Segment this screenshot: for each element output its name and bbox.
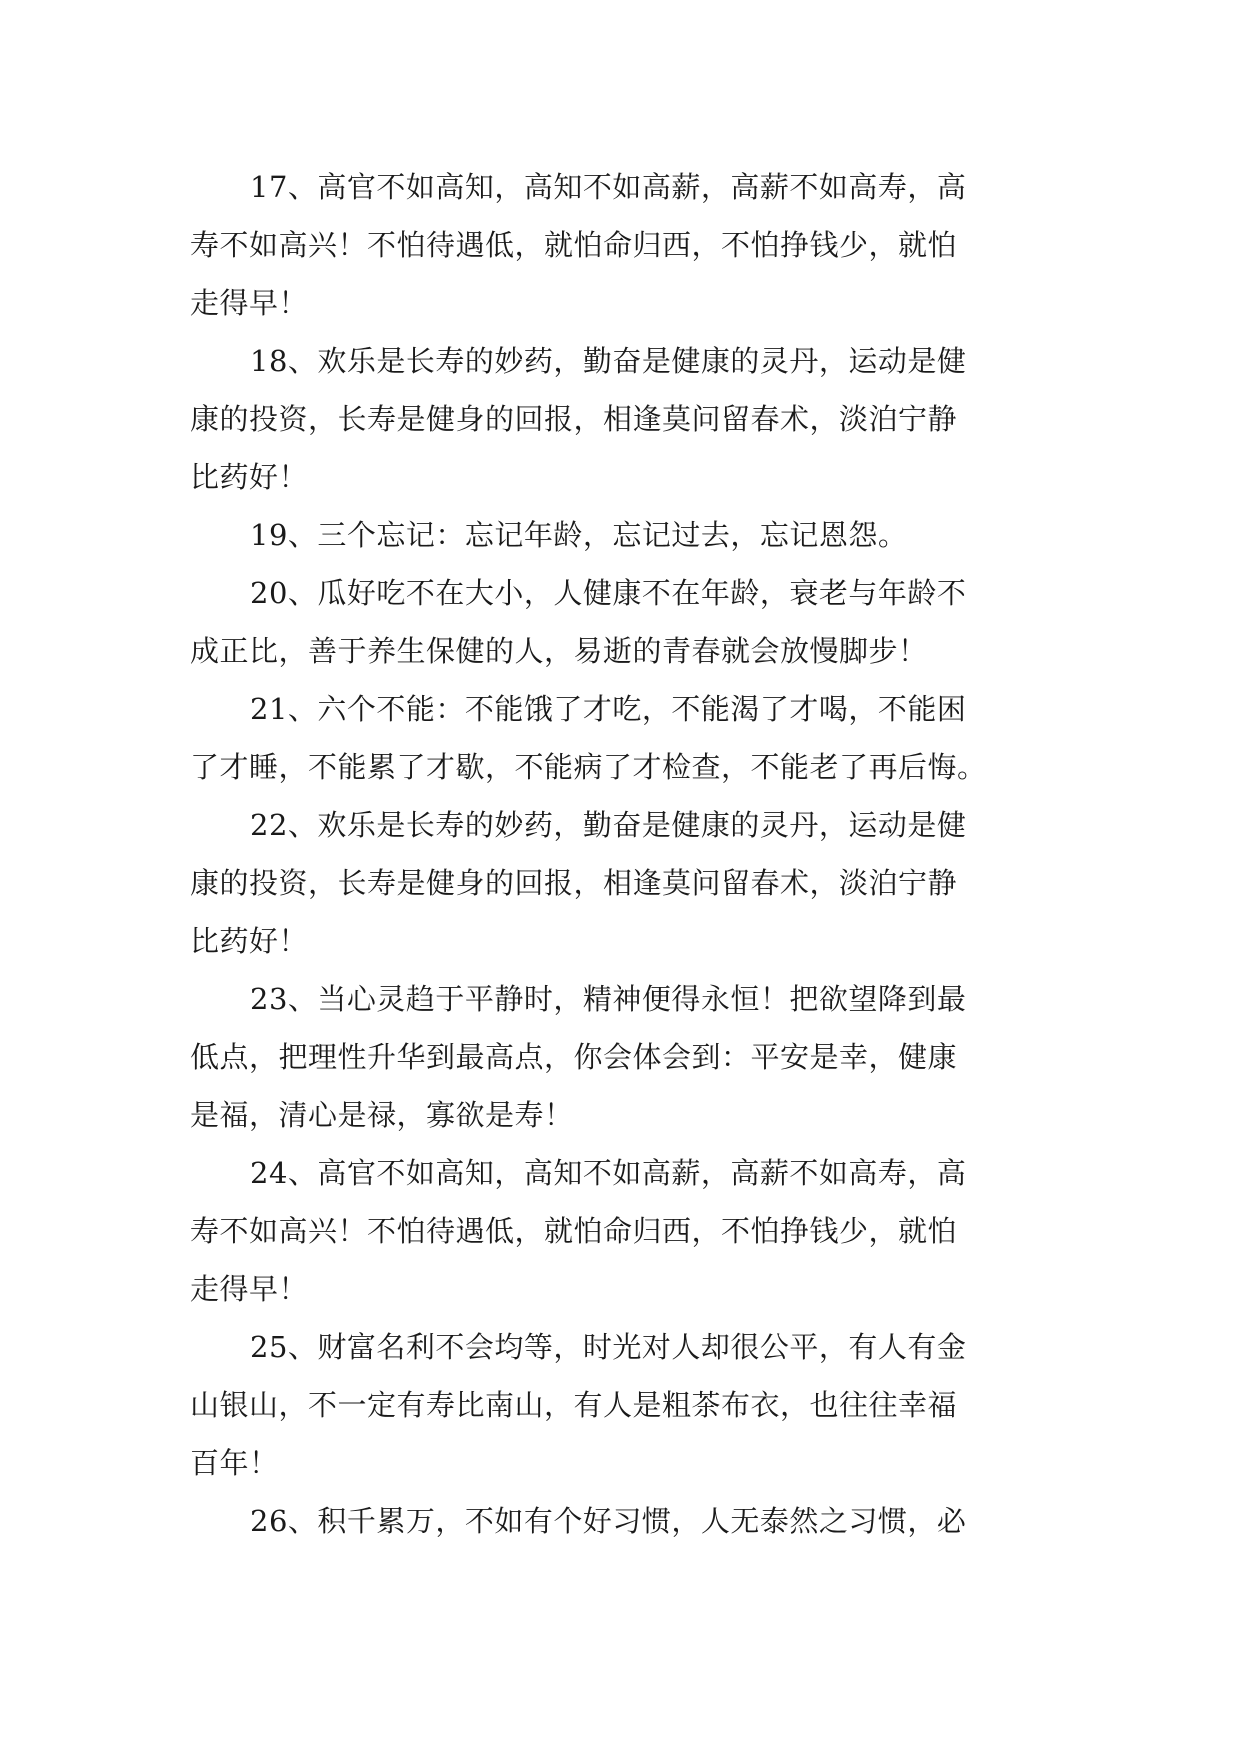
text-line: 19、三个忘记：忘记年龄，忘记过去，忘记恩怨。 bbox=[250, 518, 908, 552]
text-line: 26、积千累万，不如有个好习惯，人无泰然之习惯，必 bbox=[250, 1504, 967, 1538]
text-line: 17、高官不如高知，高知不如高薪，高薪不如高寿，高 bbox=[250, 170, 967, 204]
document-body bbox=[190, 158, 1052, 1550]
text-line: 低点，把理性升华到最高点，你会体会到：平安是幸，健康 bbox=[190, 1040, 958, 1074]
text-line: 21、六个不能：不能饿了才吃，不能渴了才喝，不能困 bbox=[250, 692, 967, 726]
text-line: 24、高官不如高知，高知不如高薪，高薪不如高寿，高 bbox=[250, 1156, 967, 1190]
paragraph-24 bbox=[190, 1144, 1052, 1318]
text-line: 22、欢乐是长寿的妙药，勤奋是健康的灵丹，运动是健 bbox=[250, 808, 967, 842]
paragraph-20 bbox=[190, 564, 1052, 680]
text-line: 寿不如高兴！不怕待遇低，就怕命归西，不怕挣钱少，就怕 bbox=[190, 228, 958, 262]
text-line: 百年！ bbox=[190, 1446, 279, 1480]
text-line: 23、当心灵趋于平静时，精神便得永恒！把欲望降到最 bbox=[250, 982, 967, 1016]
paragraph-25 bbox=[190, 1318, 1052, 1492]
text-line: 比药好！ bbox=[190, 924, 309, 958]
text-line: 是福，清心是禄，寡欲是寿！ bbox=[190, 1098, 574, 1132]
text-line: 20、瓜好吃不在大小，人健康不在年龄，衰老与年龄不 bbox=[250, 576, 967, 610]
text-line: 成正比，善于养生保健的人，易逝的青春就会放慢脚步！ bbox=[190, 634, 928, 668]
text-line: 山银山，不一定有寿比南山，有人是粗茶布衣，也往往幸福 bbox=[190, 1388, 958, 1422]
paragraph-22 bbox=[190, 796, 1052, 970]
text-line: 康的投资，长寿是健身的回报，相逢莫问留春术，淡泊宁静 bbox=[190, 402, 958, 436]
paragraph-19 bbox=[190, 506, 1052, 564]
paragraph-26 bbox=[190, 1492, 1052, 1550]
paragraph-23 bbox=[190, 970, 1052, 1144]
text-line: 走得早！ bbox=[190, 286, 309, 320]
text-line: 寿不如高兴！不怕待遇低，就怕命归西，不怕挣钱少，就怕 bbox=[190, 1214, 958, 1248]
text-line: 25、财富名利不会均等，时光对人却很公平，有人有金 bbox=[250, 1330, 967, 1364]
text-line: 康的投资，长寿是健身的回报，相逢莫问留春术，淡泊宁静 bbox=[190, 866, 958, 900]
paragraph-17 bbox=[190, 158, 1052, 332]
text-line: 18、欢乐是长寿的妙药，勤奋是健康的灵丹，运动是健 bbox=[250, 344, 967, 378]
text-line: 走得早！ bbox=[190, 1272, 309, 1306]
paragraph-18 bbox=[190, 332, 1052, 506]
text-line: 比药好！ bbox=[190, 460, 309, 494]
paragraph-21 bbox=[190, 680, 1052, 796]
text-line: 了才睡，不能累了才歇，不能病了才检查，不能老了再后悔。 bbox=[190, 750, 987, 784]
